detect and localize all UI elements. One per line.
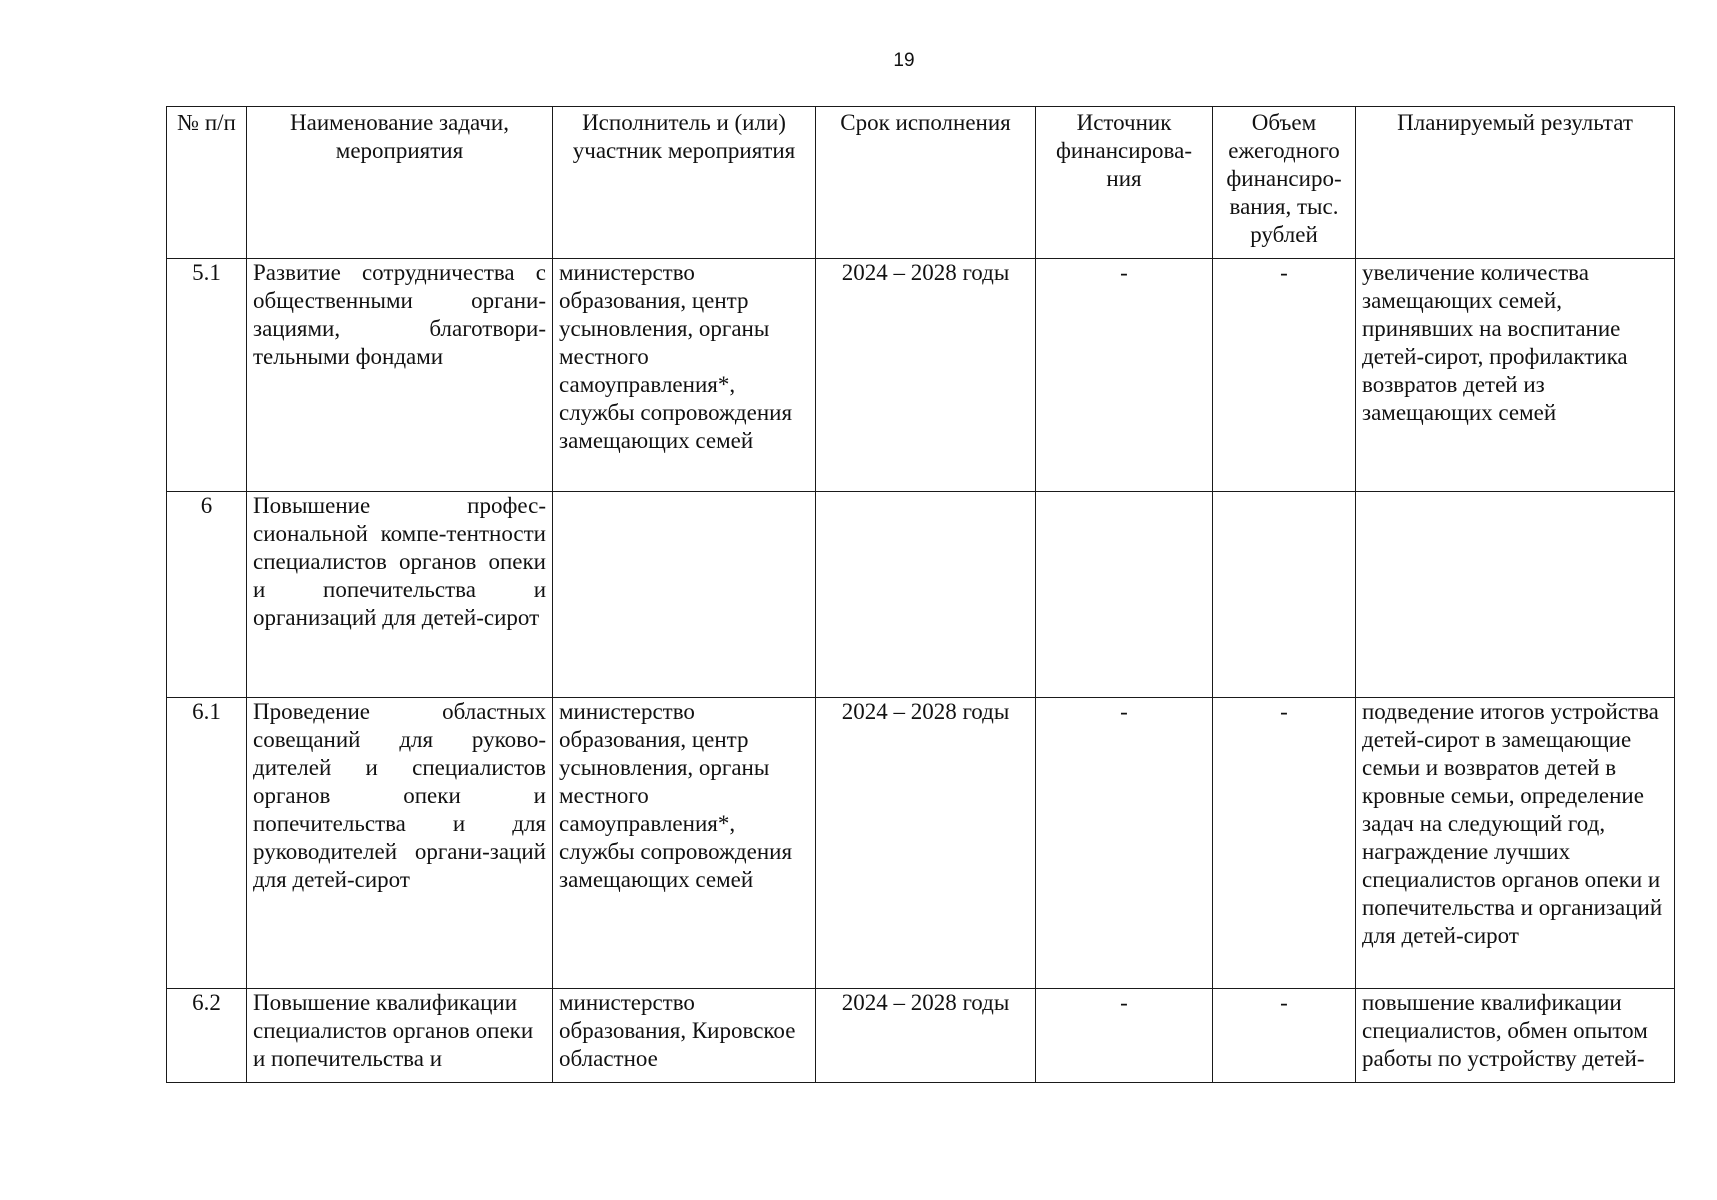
table-header-row [167,107,1675,259]
header-period: Срок исполнения [816,107,1036,259]
row-result [1356,492,1675,698]
row-executor: министерство образования, Кировское областное [553,989,816,1083]
row-result: повышение квалификации специалистов, обмен опытом работы по устройству детей- [1356,989,1675,1083]
row-amount: - [1213,259,1356,492]
page-number: 19 [893,50,915,71]
table-row [167,698,1675,989]
row-amount [1213,492,1356,698]
row-num: 5.1 [167,259,247,492]
header-source: Источник финансирова-ния [1036,107,1213,259]
header-task: Наименование задачи, мероприятия [247,107,553,259]
header-amount: Объем ежегодного финансиро-вания, тыс. рублей [1213,107,1356,259]
table-row [167,989,1675,1083]
row-period: 2024 – 2028 годы [816,989,1036,1083]
header-executor: Исполнитель и (или) участник мероприятия [553,107,816,259]
row-source: - [1036,989,1213,1083]
row-num: 6.1 [167,698,247,989]
row-executor: министерство образования, центр усыновления, органы местного самоуправления*, службы сопровождения замещающих семей [553,259,816,492]
table-row [167,492,1675,698]
row-task: Развитие сотрудничества с общественными органи-зациями, благотвори-тельными фондами [247,259,553,492]
row-period: 2024 – 2028 годы [816,698,1036,989]
row-task: Проведение областных совещаний для руково-дителей и специалистов органов опеки и попечительства и для руководителей органи-заций для детей-сирот [247,698,553,989]
row-num: 6 [167,492,247,698]
row-executor [553,492,816,698]
row-num: 6.2 [167,989,247,1083]
table-row [167,259,1675,492]
header-num: № п/п [167,107,247,259]
row-result: увеличение количества замещающих семей, принявших на воспитание детей-сирот, профилактика возвратов детей из замещающих семей [1356,259,1675,492]
row-amount: - [1213,989,1356,1083]
row-task: Повышение квалификации специалистов органов опеки и попечительства и [247,989,553,1083]
row-source: - [1036,259,1213,492]
header-result: Планируемый результат [1356,107,1675,259]
row-amount: - [1213,698,1356,989]
row-executor: министерство образования, центр усыновления, органы местного самоуправления*, службы сопровождения замещающих семей [553,698,816,989]
row-period [816,492,1036,698]
row-task: Повышение профес-сиональной компе-тентности специалистов органов опеки и попечительства и организаций для детей-сирот [247,492,553,698]
row-source: - [1036,698,1213,989]
measures-table [166,106,1675,1083]
row-period: 2024 – 2028 годы [816,259,1036,492]
row-result: подведение итогов устройства детей-сирот в замещающие семьи и возвратов детей в кровные семьи, определение задач на следующий год, награждение лучших специалистов органов опеки и попечительства и организаций для детей-сирот [1356,698,1675,989]
row-source [1036,492,1213,698]
